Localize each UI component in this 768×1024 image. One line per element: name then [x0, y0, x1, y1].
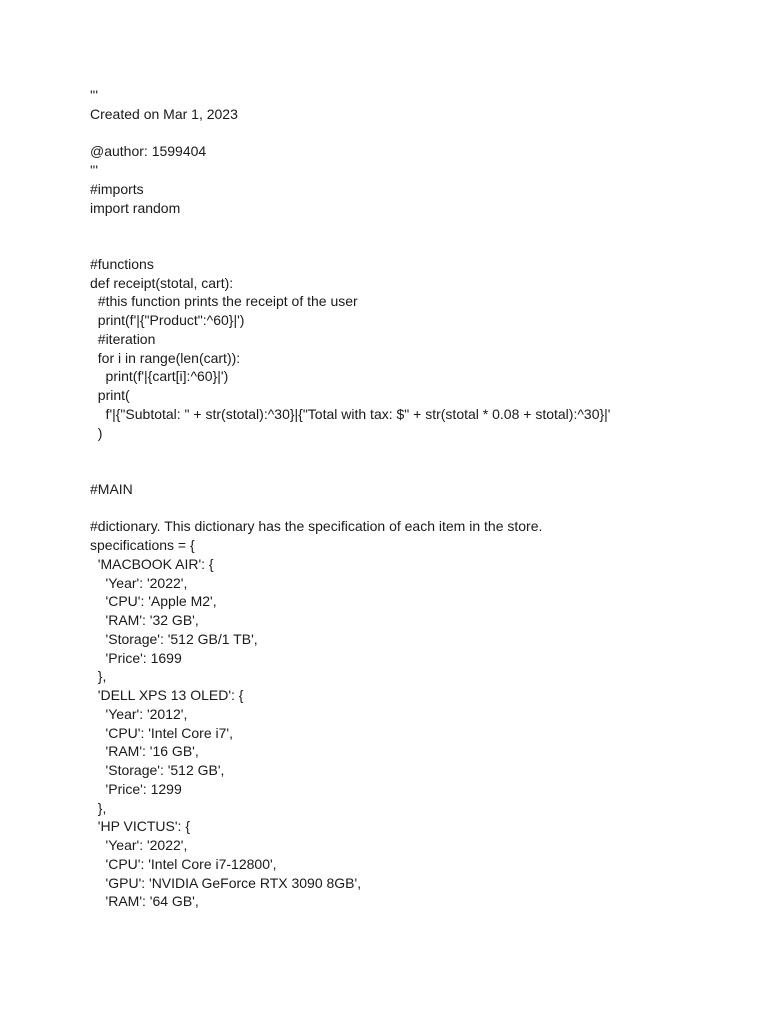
code-line: specifications = { [90, 537, 195, 553]
code-line: 'CPU': 'Apple M2', [90, 593, 217, 610]
code-line: 'RAM': '16 GB', [90, 743, 199, 760]
code-line: 'GPU': 'NVIDIA GeForce RTX 3090 8GB', [90, 874, 362, 891]
code-line: import random [90, 199, 181, 216]
code-line: #this function prints the receipt of the user [90, 293, 358, 310]
code-line: 'Storage': '512 GB/1 TB', [90, 630, 258, 647]
blank-line [90, 499, 730, 518]
code-line: ) [90, 424, 103, 441]
blank-line [90, 236, 730, 255]
blank-line [90, 461, 730, 480]
code-line: 'Year': '2022', [90, 574, 188, 591]
code-line: #MAIN [90, 480, 133, 497]
code-line: #dictionary. This dictionary has the specification of each item in the store. [90, 518, 543, 535]
code-line: #iteration [90, 330, 156, 347]
code-line: }, [90, 799, 107, 816]
blank-line [90, 442, 730, 461]
code-line: 'Storage': '512 GB', [90, 762, 225, 778]
code-line: ''' [90, 87, 99, 103]
code-line: print(f'|{"Product":^60}|') [90, 312, 245, 328]
code-line: print( [90, 387, 130, 403]
code-line: 'HP VICTUS': { [90, 818, 191, 835]
code-line: print(f'|{cart[i]:^60}|') [90, 368, 229, 385]
code-line: 'RAM': '32 GB', [90, 612, 199, 628]
blank-line [90, 217, 730, 236]
code-line: 'CPU': 'Intel Core i7-12800', [90, 855, 277, 872]
code-line: 'CPU': 'Intel Core i7', [90, 724, 233, 741]
code-line: 'RAM': '64 GB', [90, 893, 199, 910]
code-line: #functions [90, 255, 154, 272]
code-line: @author: 1599404 [90, 143, 207, 160]
blank-line [90, 124, 730, 143]
code-line: #imports [90, 180, 144, 197]
code-line: 'Price': 1299 [90, 780, 182, 797]
code-line: 'Year': '2022', [90, 837, 188, 853]
code-line: 'MACBOOK AIR': { [90, 555, 214, 572]
code-line: for i in range(len(cart)): [90, 349, 241, 366]
code-line: f'|{"Subtotal: " + str(stotal):^30}|{"Total with tax: $" + str(stotal * 0.08 + stotal):^30}|' [90, 405, 611, 422]
code-line: 'Year': '2012', [90, 705, 188, 722]
code-listing [90, 86, 730, 911]
code-line: def receipt(stotal, cart): [90, 274, 234, 291]
code-line: }, [90, 668, 107, 685]
code-line: 'Price': 1699 [90, 649, 182, 666]
code-line: ''' [90, 162, 99, 178]
code-line: Created on Mar 1, 2023 [90, 105, 238, 122]
code-line: 'DELL XPS 13 OLED': { [90, 687, 244, 703]
